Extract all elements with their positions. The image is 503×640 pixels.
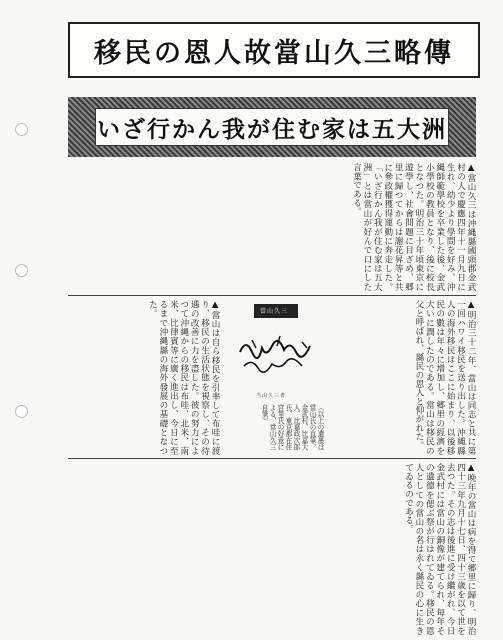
handwritten-signature	[232, 322, 322, 382]
subtitle-banner	[68, 97, 476, 157]
subtitle-frame	[95, 108, 449, 146]
inset-caption: （以上の遺墨は當山氏の直筆、金武村、比嘉大人、比嘉政次郎氏、東京都在住宮里氏の好意による、當山久三自筆）	[260, 404, 324, 451]
inset-calligraphy	[226, 300, 328, 455]
article-title: 移民の恩人故當山久三略傳	[94, 37, 454, 69]
divider	[68, 295, 476, 296]
divider	[68, 458, 476, 459]
seal-text: 當山久三	[260, 308, 289, 315]
article-subtitle: いざ行かん我が住む家は五大洲	[97, 115, 447, 143]
article-title-box	[68, 22, 480, 78]
body-text-block: ▲當山は自ら移民を引率して布哇に渡り、移民の生活状態を視察し、その待遇の改善に力を盡した。彼の努力によつて沖縄からの移民は布哇、北米、南米、比律賓等に廣く進出し、今日に至るまで沖縄縣の海外發展の基礎となつた。	[147, 300, 220, 455]
body-text-block: ▲當山久三は沖縄縣國頭郡金武村の人で慶應四年十一月九日に生れ、幼少より學問を好み、沖縄師範學校を卒業した後、金武小學校の教員となり、後に校長となつた。明治三十年頃東京に遊學し、社會問題に目ざめ、郷里に歸つてからは謝花昇等と共に參政權獲得運動に奔走した。「いざ行かん我が住む家は五大洲」とは當山が好んで口にした言葉である。	[351, 163, 476, 291]
binder-hole	[15, 123, 28, 136]
inset-caption-title: 当山久三書	[256, 393, 287, 399]
body-text-block: ▲晩年の當山は病を得て郷里に歸り、明治四十三年九月十七日、四十三歳を以て世を去つた。その志は後進に受け繼がれ、今日金武村には當山の銅像が建てられ、毎年その遺德を偲ぶ祭が行はれてゐる。移民の恩人としての當山の名は永く縣民の心に生きてゐるのである。	[403, 463, 476, 635]
binder-hole	[15, 264, 28, 277]
binder-hole	[15, 405, 28, 418]
body-text-block: ▲明治三十二年、當山は同志と共に第一回ハワイ移民を送り出した。沖縄縣人の海外移民はここに始まり、以後移民の數は年々に增加し、郷里の經濟を大いに潤したのである。當山は移民の父と呼ばれ、縣民の恩人と仰がれた。	[413, 300, 476, 455]
